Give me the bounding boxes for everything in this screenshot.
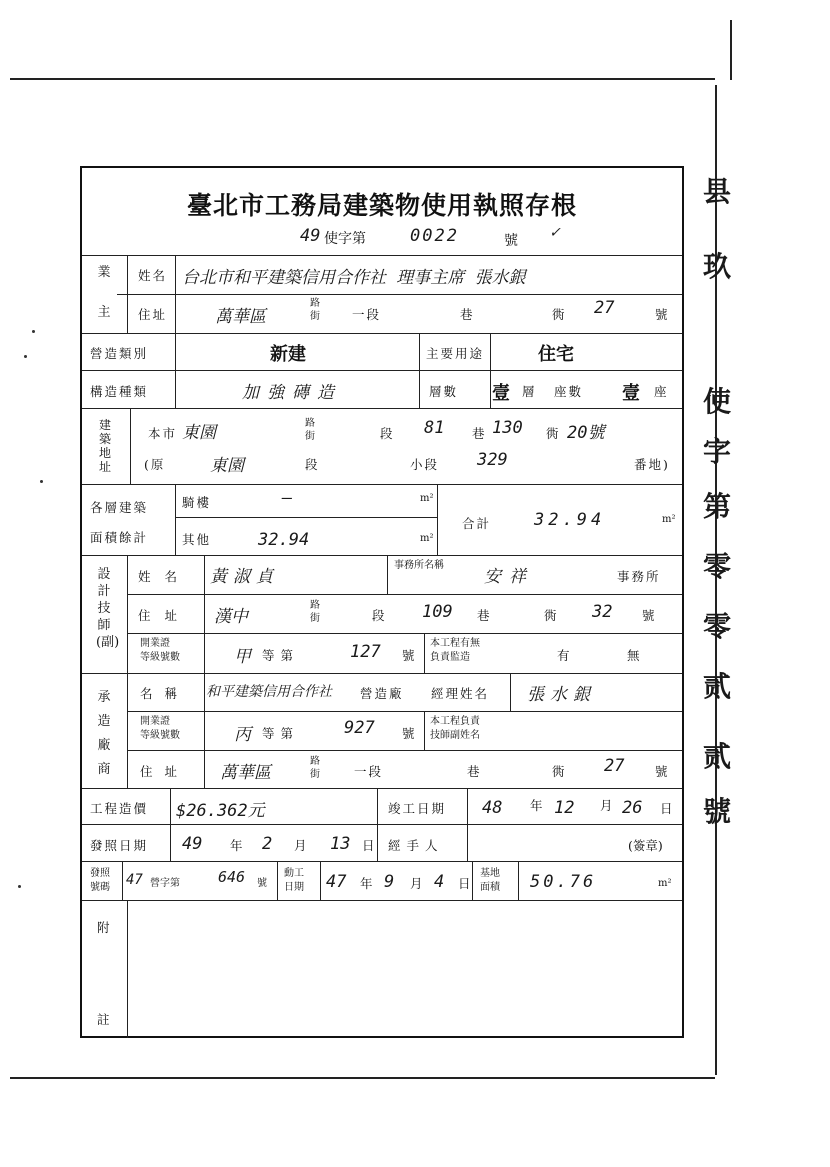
side-char: 號 — [702, 795, 731, 828]
form-title: 臺北市工務局建築物使用執照存根 — [186, 191, 577, 220]
col-line — [424, 711, 425, 750]
supervise-label-1: 本工程有無 — [430, 638, 480, 649]
speck — [40, 480, 43, 483]
designer-address-label: 住址 — [138, 608, 192, 623]
start-label-1: 動工 — [284, 868, 304, 879]
completion-month-value: 12 — [554, 798, 575, 818]
check-mark: ✓ — [550, 222, 560, 241]
permit-number: 0022 — [410, 226, 459, 246]
lane-label-2: 巷 — [472, 426, 487, 441]
start-label-2: 日期 — [284, 882, 304, 893]
col-line — [437, 484, 438, 555]
row-line — [127, 750, 682, 751]
alley-label-4: 衖 — [552, 764, 567, 779]
row-line — [117, 294, 682, 295]
designer-road-value: 漢中 — [214, 607, 248, 627]
firm-name-label: 名稱 — [140, 686, 190, 701]
office-name-label: 事務所名稱 — [394, 560, 444, 571]
buildings-label: 座數 — [554, 384, 584, 399]
manager-name-label: 經理姓名 — [431, 686, 490, 701]
speck — [18, 885, 21, 888]
owner-name-label: 姓名 — [138, 268, 168, 283]
street-label-3: 街 — [310, 613, 320, 624]
alley-label-2: 衖 — [546, 426, 561, 441]
main-use-value: 住宅 — [538, 344, 574, 365]
structure-type-value: 加強磚造 — [242, 383, 342, 403]
row-line — [82, 370, 682, 371]
page-edge-bottom — [10, 1077, 715, 1079]
issue-date-label: 發照日期 — [90, 838, 149, 853]
handler-label: 經手人 — [388, 838, 444, 853]
col-line — [467, 824, 468, 861]
street-label-4: 街 — [310, 769, 320, 780]
speck — [24, 355, 27, 358]
col-line — [518, 861, 519, 900]
sqm-label-3: m² — [662, 514, 676, 525]
row-line — [82, 861, 682, 862]
row-line — [82, 484, 682, 485]
row-line — [82, 824, 682, 825]
number-label-3: 號 — [642, 608, 657, 623]
col-line — [122, 861, 123, 900]
construction-type-label: 營造類別 — [90, 346, 149, 361]
no-label: 無 — [627, 648, 642, 663]
col-line — [467, 788, 468, 824]
lane-label-4: 巷 — [467, 764, 482, 779]
col-line — [127, 255, 128, 333]
row-line — [82, 333, 682, 334]
designer-grade-value: 甲 — [234, 647, 251, 667]
day-label-2: 日 — [362, 838, 377, 853]
floor-unit-label: 層 — [522, 384, 537, 399]
base-label-1: 基地 — [480, 868, 500, 879]
designer-lane-value: 109 — [422, 602, 453, 622]
building-unit-label: 座 — [654, 384, 669, 399]
road-label-2: 路 — [305, 418, 315, 429]
contractor-license-value: 927 — [344, 718, 375, 738]
col-line — [419, 333, 420, 408]
bldg-district-value: 東園 — [182, 423, 216, 443]
owner-group-label-top: 業 — [97, 265, 111, 280]
grade-label: 等第 — [262, 648, 300, 663]
col-line — [204, 555, 205, 788]
owner-district-value: 萬華區 — [215, 307, 266, 327]
row-line — [127, 633, 682, 634]
structure-type-label: 構造種類 — [90, 384, 149, 399]
col-line — [510, 673, 511, 711]
row-line — [82, 555, 682, 556]
number-label-5: 號 — [402, 726, 417, 741]
base-area-value: 50.76 — [530, 872, 597, 892]
col-line — [277, 861, 278, 900]
road-label-3: 路 — [310, 600, 320, 611]
month-label-3: 月 — [410, 876, 425, 891]
other-area-value: 32.94 — [258, 530, 310, 550]
section-one-label-2: 一段 — [354, 764, 384, 779]
original-label: (原 — [144, 457, 166, 472]
row-line — [82, 408, 682, 409]
orig-land-value: 329 — [477, 450, 508, 470]
owner-address-label: 住址 — [138, 307, 168, 322]
owner-group-label-bottom: 主 — [97, 305, 111, 320]
col-line — [387, 555, 388, 594]
floor-area-label-2: 面積餘計 — [90, 530, 149, 545]
building-address-label: 建築地址 — [98, 418, 111, 474]
subsection-label: 小段 — [410, 457, 440, 472]
bldg-section-value: 81 — [424, 418, 445, 438]
designer-group-label: 設計技師(副) — [96, 567, 120, 650]
start-year-value: 47 — [326, 872, 347, 892]
section-one-label: 一段 — [352, 307, 382, 322]
col-line — [424, 633, 425, 673]
side-char: 使 — [702, 385, 731, 418]
build-permit-year-value: 47 — [126, 872, 143, 888]
contractor-name-value: 和平建築信用合作社 — [206, 684, 332, 700]
contractor-address-label: 住址 — [140, 764, 190, 779]
factory-label: 營造廠 — [360, 686, 404, 701]
road-label-4: 路 — [310, 756, 320, 767]
permit-form — [80, 166, 684, 1038]
designer-number-value: 32 — [592, 602, 613, 622]
street-label: 街 — [310, 311, 320, 322]
supervise-label-2: 負責監造 — [430, 652, 470, 663]
permit-label: 使字第 — [324, 231, 366, 247]
side-char: 玖 — [702, 250, 731, 283]
manager-value: 張水銀 — [527, 685, 596, 705]
cost-label: 工程造價 — [90, 801, 149, 816]
office-name-value: 安祥 — [484, 567, 534, 587]
col-line — [377, 788, 378, 824]
designer-name-label: 姓名 — [138, 569, 192, 584]
row-line — [82, 900, 682, 901]
col-line — [170, 824, 171, 861]
col-line — [127, 555, 128, 788]
speck — [32, 330, 35, 333]
construction-type-value: 新建 — [270, 344, 306, 365]
day-label: 日 — [660, 801, 675, 816]
license-label-1: 開業證 — [140, 638, 170, 649]
bldg-number-value: 20號 — [567, 423, 605, 443]
contractor-grade-value: 丙 — [234, 725, 251, 745]
page-edge-top — [10, 78, 715, 80]
engineer-label-2: 技師副姓名 — [430, 730, 480, 741]
month-label: 月 — [600, 798, 615, 813]
col-line — [490, 333, 491, 408]
designer-name-value: 黃淑貞 — [210, 567, 279, 587]
start-month-value: 9 — [384, 872, 395, 892]
side-char: 零 — [702, 550, 731, 583]
row-line — [175, 517, 437, 518]
other-label: 其他 — [182, 532, 212, 547]
row-line — [127, 594, 682, 595]
grade-label-2: 等第 — [262, 726, 300, 741]
office-label: 事務所 — [617, 569, 661, 584]
page-edge-far-right — [730, 20, 732, 80]
col-line — [377, 824, 378, 861]
issue-day-value: 13 — [330, 834, 351, 854]
lane-label-3: 巷 — [477, 608, 492, 623]
owner-number-value: 27 — [594, 298, 615, 318]
sqm-label-1: m² — [420, 493, 434, 504]
land-no-label: 番地) — [634, 457, 670, 472]
contractor-group-label: 承造廠商 — [97, 690, 111, 777]
start-day-value: 4 — [434, 872, 445, 892]
section-label: 段 — [380, 426, 395, 441]
street-label-2: 街 — [305, 431, 315, 442]
number-label-6: 號 — [655, 764, 670, 779]
build-permit-label: 營字第 — [150, 878, 180, 889]
completion-day-value: 26 — [622, 798, 643, 818]
total-label: 合計 — [462, 516, 492, 531]
side-char: 第 — [702, 490, 731, 523]
number-label-7: 號 — [257, 878, 267, 889]
sqm-label-2: m² — [420, 533, 434, 544]
seal-label: (簽章) — [628, 838, 663, 853]
permit-number-line — [82, 222, 682, 250]
issue-no-label-1: 發照 — [90, 868, 110, 879]
main-use-label: 主要用途 — [426, 346, 485, 361]
build-permit-no-value: 646 — [218, 868, 246, 886]
buildings-value: 壹 — [622, 383, 640, 404]
alley-label-3: 衖 — [544, 608, 559, 623]
side-char: 零 — [702, 610, 731, 643]
number-label: 號 — [655, 307, 670, 322]
license-label-2: 等級號數 — [140, 652, 180, 663]
contractor-district-value: 萬華區 — [220, 763, 271, 783]
section-label-3: 段 — [372, 608, 387, 623]
floors-label: 層數 — [429, 384, 459, 399]
issue-year-value: 49 — [182, 834, 203, 854]
floors-value: 壹 — [492, 383, 510, 404]
alley-label: 衖 — [552, 307, 567, 322]
col-line — [130, 408, 131, 484]
license-label-4: 等級號數 — [140, 730, 180, 741]
lane-label: 巷 — [460, 307, 475, 322]
side-char: 贰 — [702, 740, 731, 773]
section-label-2: 段 — [305, 457, 320, 472]
city-label: 本市 — [148, 426, 178, 441]
row-line — [82, 788, 682, 789]
license-label-3: 開業證 — [140, 716, 170, 727]
row-line — [127, 711, 682, 712]
col-line — [127, 900, 128, 1038]
row-line — [82, 673, 682, 674]
side-char: 县 — [702, 175, 731, 208]
number-label-4: 號 — [402, 648, 417, 663]
side-char: 字 — [702, 435, 731, 468]
engineer-label-1: 本工程負責 — [430, 716, 480, 727]
year-label-3: 年 — [360, 876, 375, 891]
completion-year-value: 48 — [482, 798, 503, 818]
row-line — [82, 255, 682, 256]
col-line — [175, 255, 176, 408]
year-label-2: 年 — [230, 838, 245, 853]
total-area-value: 32.94 — [534, 510, 606, 530]
col-line — [170, 788, 171, 824]
permit-year: 49 — [300, 226, 321, 246]
base-label-2: 面積 — [480, 882, 500, 893]
year-label: 年 — [530, 798, 545, 813]
month-label-2: 月 — [294, 838, 309, 853]
arcade-label: 騎樓 — [182, 495, 212, 510]
issue-no-label-2: 號碼 — [90, 882, 110, 893]
side-char: 贰 — [702, 670, 731, 703]
day-label-3: 日 — [458, 876, 473, 891]
contractor-number-value: 27 — [604, 756, 625, 776]
designer-license-value: 127 — [350, 642, 381, 662]
owner-name-value: 台北市和平建築信用合作社 理事主席 張水銀 — [182, 268, 526, 288]
remarks-label-2: 註 — [97, 1012, 112, 1027]
yes-label: 有 — [557, 648, 572, 663]
arcade-area-value: — — [282, 488, 293, 508]
issue-month-value: 2 — [262, 834, 273, 854]
col-line — [320, 861, 321, 900]
orig-section-value: 東園 — [210, 456, 244, 476]
col-line — [175, 484, 176, 555]
completion-date-label: 竣工日期 — [388, 801, 447, 816]
remarks-label-1: 附 — [97, 920, 112, 935]
floor-area-label-1: 各層建築 — [90, 500, 149, 515]
sqm-label-4: m² — [658, 878, 672, 889]
permit-suffix: 號 — [504, 233, 518, 249]
cost-value: $26.362元 — [176, 801, 265, 821]
bldg-lane-value: 130 — [492, 418, 523, 438]
road-label: 路 — [310, 298, 320, 309]
